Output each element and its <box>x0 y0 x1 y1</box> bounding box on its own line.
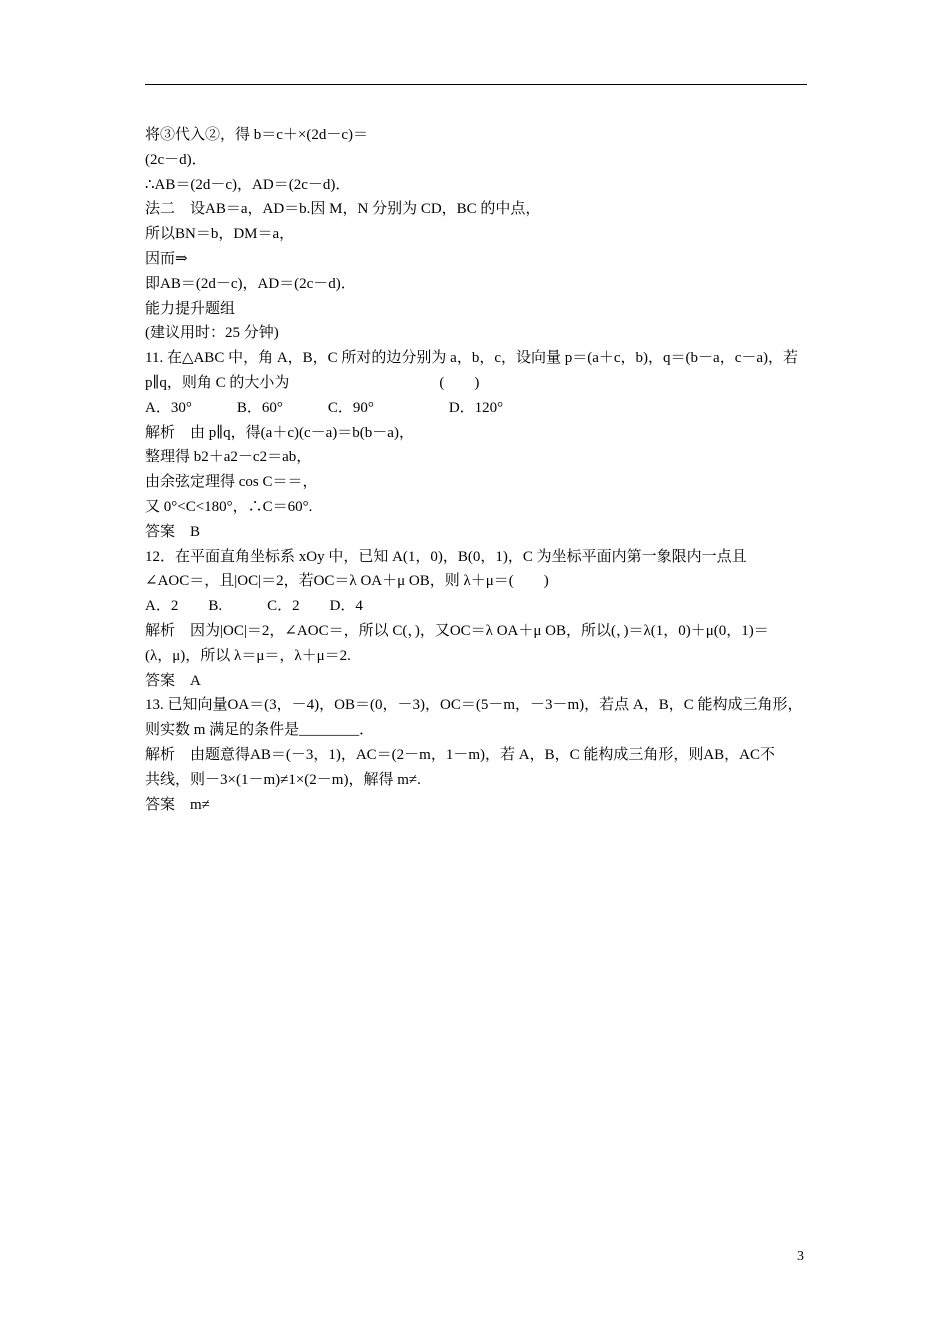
solution-line: 又 0°<C<180°，∴C＝60°. <box>145 498 313 515</box>
section-heading: 能力提升题组 <box>145 300 236 317</box>
answer-line: 答案 B <box>145 523 201 540</box>
text-line: 即AB＝(2d－c)，AD＝(2c－d)． <box>145 275 356 292</box>
solution-line: (λ，μ)，所以 λ＝μ＝，λ＋μ＝2. <box>145 647 351 664</box>
solution-line: 解析 由题意得AB＝(－3，1)，AC＝(2－m，1－m)，若 A，B，C 能构成三角形，则AB，AC不 <box>145 746 776 763</box>
section-note: (建议用时：25 分钟) <box>145 325 279 342</box>
answer-line: 答案 m≠ <box>145 796 210 813</box>
question-11-options: A．30° B．60° C．90° D．120° <box>145 399 504 416</box>
question-13: 13. 已知向量OA＝(3，－4)，OB＝(0，－3)，OC＝(5－m，－3－m)，若点 A，B，C 能构成三角形， <box>145 697 803 714</box>
question-11-cont: p∥q，则角 C 的大小为 ( ) <box>145 374 480 391</box>
page-number: 3 <box>797 1249 804 1264</box>
header-rule <box>145 84 807 85</box>
question-12: 12．在平面直角坐标系 xOy 中，已知 A(1，0)，B(0，1)，C 为坐标平面内第一象限内一点且 <box>145 548 747 565</box>
question-12-options: A．2 B. C．2 D．4 <box>145 598 363 615</box>
solution-line: 整理得 b2＋a2－c2＝ab， <box>145 449 312 466</box>
text-line: 将③代入②，得 b＝c＋×(2d－c)＝ <box>145 127 369 143</box>
text-line: 所以BN＝b，DM＝a， <box>145 226 295 243</box>
text-line: 法二 设AB＝a，AD＝b.因 M，N 分别为 CD，BC 的中点， <box>145 201 541 218</box>
text-line: (2c－d)． <box>145 151 207 168</box>
text-line: ∴AB＝(2d－c)，AD＝(2c－d)． <box>145 176 351 193</box>
answer-line: 答案 A <box>145 672 201 689</box>
solution-line: 由余弦定理得 cos C＝＝， <box>145 474 318 491</box>
question-13-cont: 则实数 m 满足的条件是________． <box>145 722 375 739</box>
question-12-cont: ∠AOC＝，且|OC|＝2，若OC＝λ OA＋μ OB，则 λ＋μ＝( ) <box>145 573 549 590</box>
text-line: 因而⇒ <box>145 250 188 267</box>
document-body <box>145 123 810 817</box>
solution-line: 解析 由 p∥q，得(a＋c)(c－a)＝b(b－a)， <box>145 424 414 441</box>
question-11: 11. 在△ABC 中，角 A，B，C 所对的边分别为 a，b，c，设向量 p＝(a＋c，b)，q＝(b－a，c－a)，若 <box>145 350 799 367</box>
solution-line: 共线，则－3×(1－m)≠1×(2－m)，解得 m≠. <box>145 771 421 788</box>
solution-line: 解析 因为|OC|＝2，∠AOC＝，所以 C(，)，又OC＝λ OA＋μ OB，所以(，)＝λ(1，0)＋μ(0，1)＝ <box>145 622 769 639</box>
